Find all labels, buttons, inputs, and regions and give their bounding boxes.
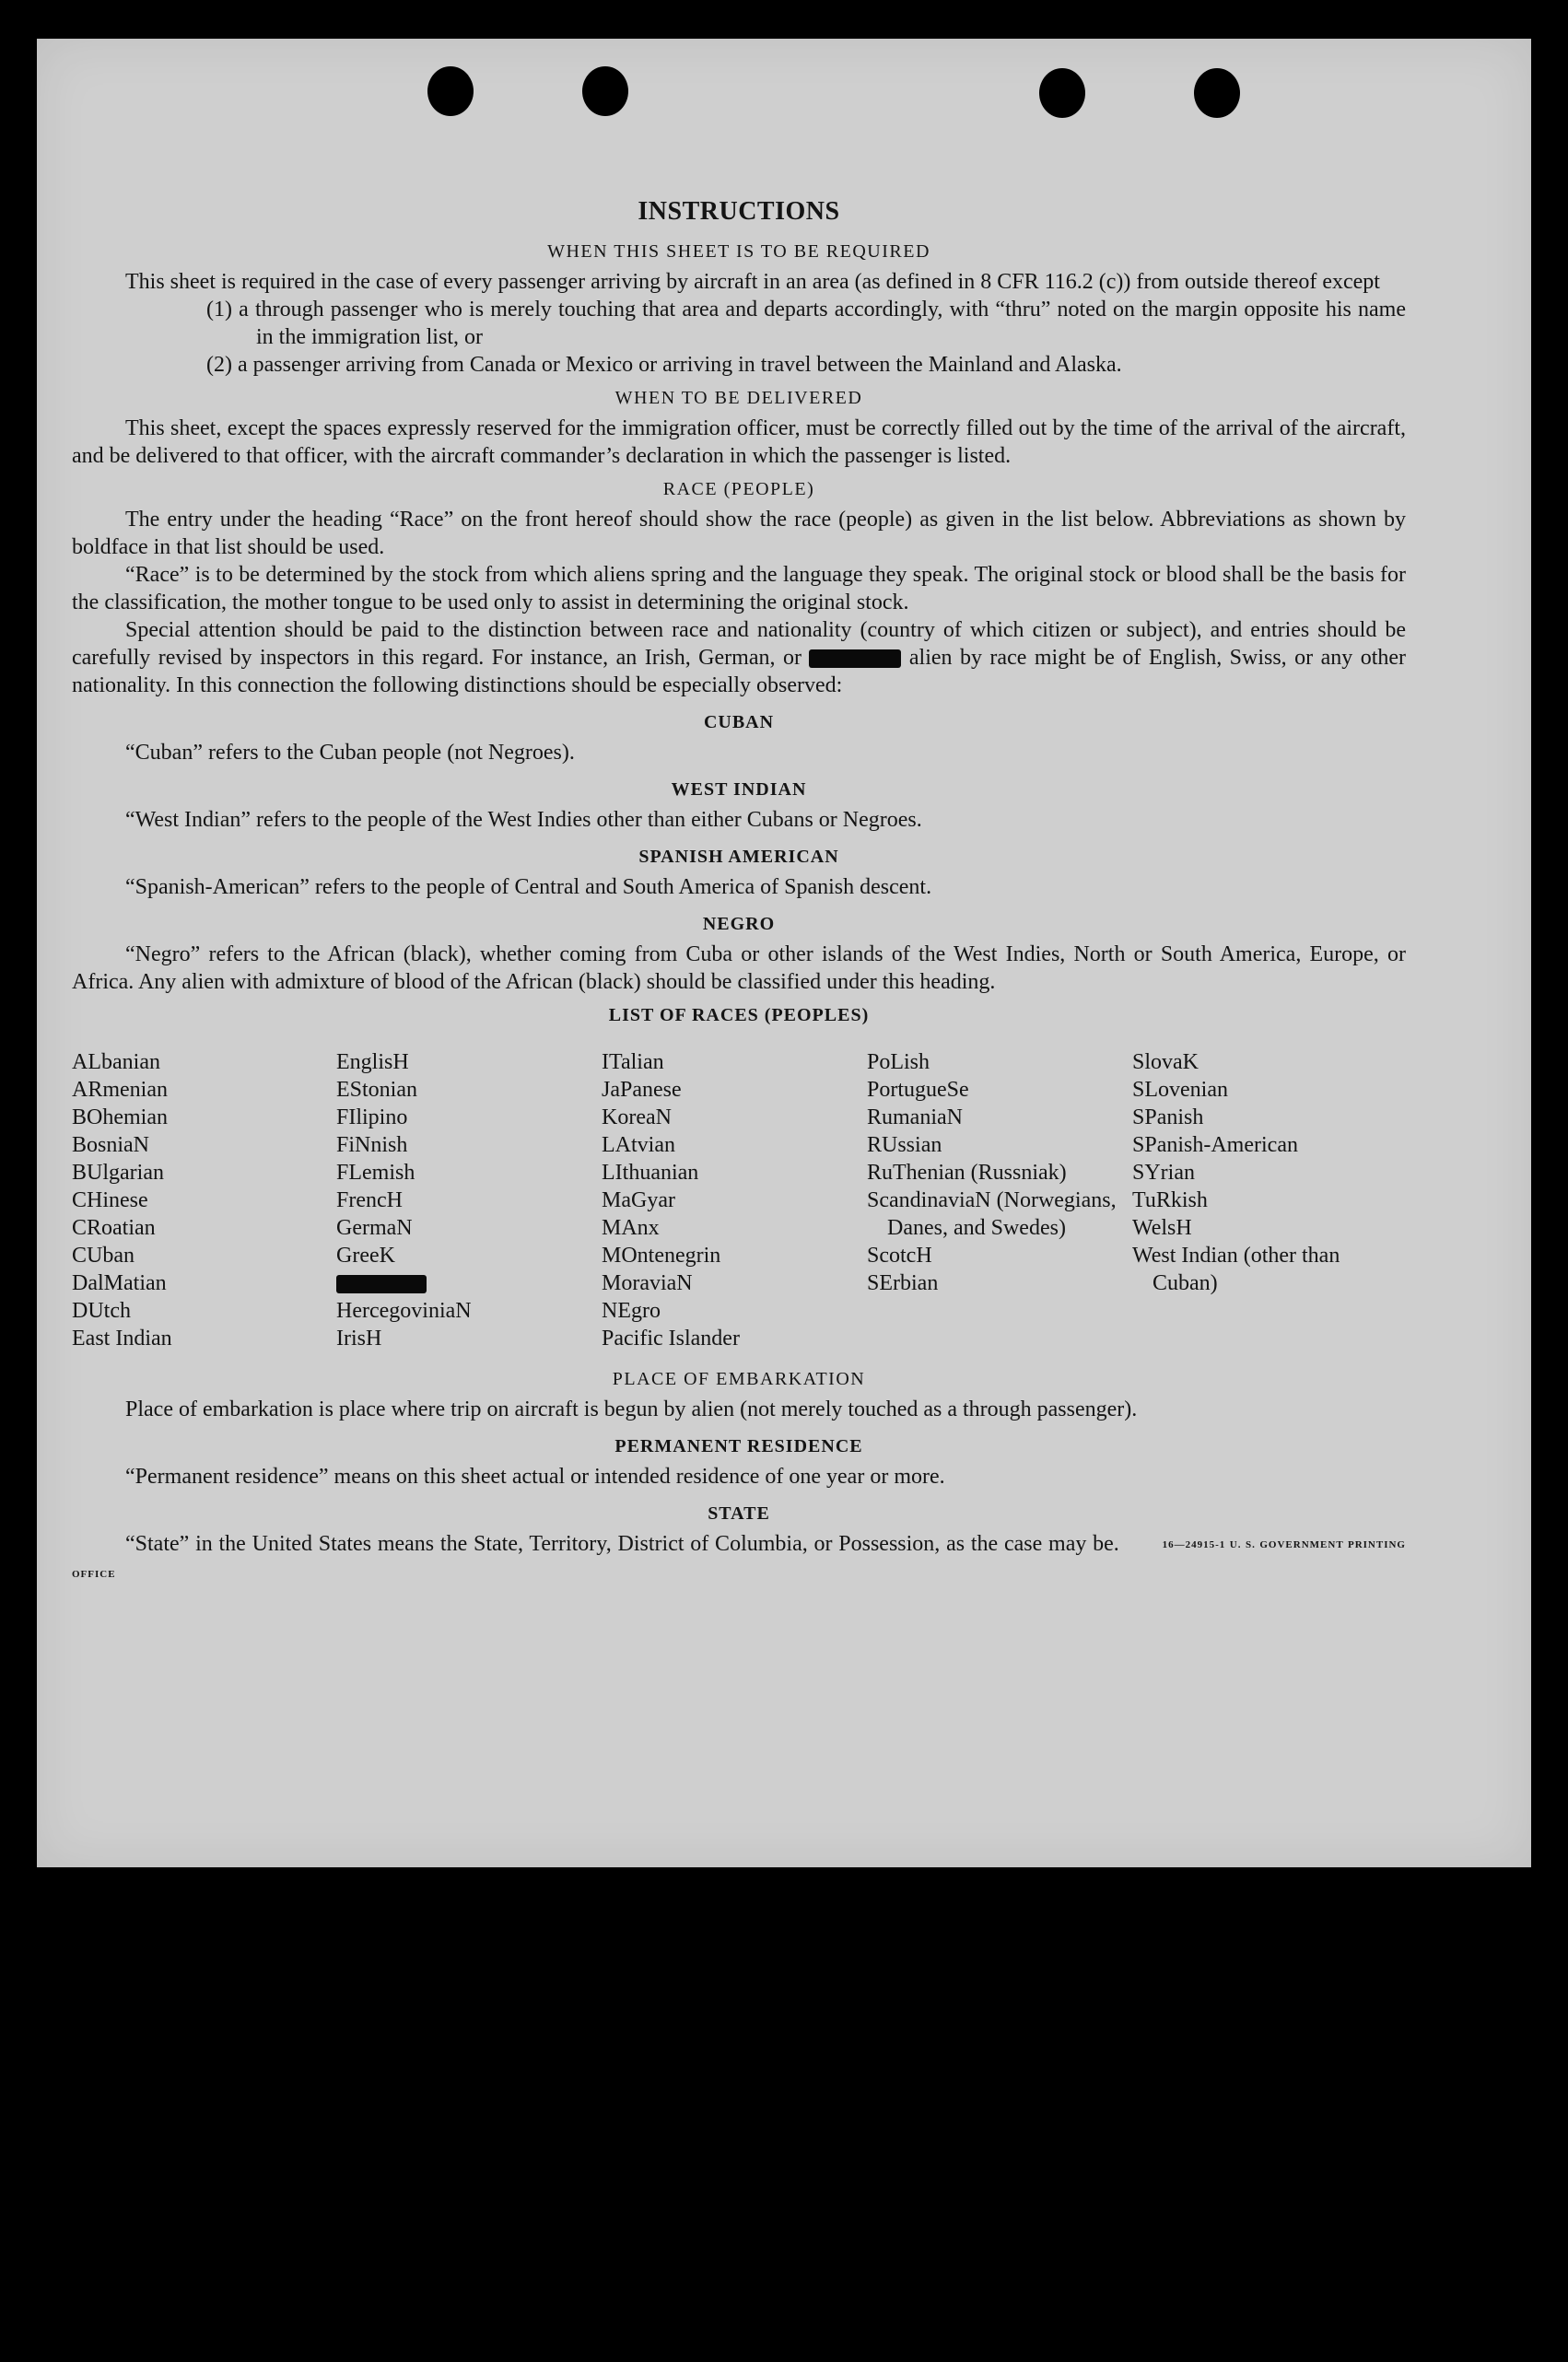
list-item: (2) a passenger arriving from Canada or Mexico or arriving in travel between the Mainland and Alaska. bbox=[206, 353, 1122, 377]
list-item: MaGyar bbox=[602, 1188, 675, 1212]
redaction-mark bbox=[336, 1275, 427, 1293]
list-item: WelsH bbox=[1132, 1216, 1192, 1240]
list-item: KoreaN bbox=[602, 1105, 672, 1129]
list-item: TuRkish bbox=[1132, 1188, 1208, 1212]
paragraph: “Spanish-American” refers to the people of Central and South America of Spanish descent. bbox=[125, 875, 932, 899]
paragraph-text: alien by race might be of English, Swiss, or any other nationality. In this connection the following distinctions should be especially observed: bbox=[72, 646, 1407, 697]
list-item: IrisH bbox=[336, 1327, 382, 1351]
paragraph: The entry under the heading “Race” on the front hereof should show the race (people) as given in the list below. Abbreviations as shown by boldface in that list should be used. bbox=[72, 508, 1406, 559]
list-item: HercegoviniaN bbox=[336, 1299, 472, 1323]
list-item: CRoatian bbox=[72, 1216, 156, 1240]
list-item: MoraviaN bbox=[602, 1271, 693, 1295]
document-sheet bbox=[37, 39, 1531, 1867]
list-item: East Indian bbox=[72, 1327, 172, 1351]
list-item: BUlgarian bbox=[72, 1161, 164, 1185]
list-item: West Indian (other than Cuban) bbox=[1132, 1244, 1340, 1295]
section-heading: STATE bbox=[708, 1503, 770, 1524]
list-item: CUban bbox=[72, 1244, 135, 1268]
races-list bbox=[72, 1048, 1406, 1352]
document-body bbox=[72, 162, 1406, 1588]
paragraph: “Cuban” refers to the Cuban people (not Negroes). bbox=[125, 741, 575, 765]
list-item: NEgro bbox=[602, 1299, 661, 1323]
list-item: DalMatian bbox=[72, 1271, 167, 1295]
list-item: SlovaK bbox=[1132, 1050, 1199, 1074]
page-title: INSTRUCTIONS bbox=[638, 197, 840, 226]
paragraph: Place of embarkation is place where trip on aircraft is begun by alien (not merely touched as a through passenger). bbox=[125, 1397, 1138, 1421]
list-item: ALbanian bbox=[72, 1050, 160, 1074]
punch-hole bbox=[427, 66, 474, 116]
list-item: CHinese bbox=[72, 1188, 148, 1212]
section-heading: RACE (PEOPLE) bbox=[662, 479, 815, 499]
list-item: ScotcH bbox=[867, 1244, 932, 1268]
races-column bbox=[336, 1048, 602, 1352]
list-item: SYrian bbox=[1132, 1161, 1195, 1185]
section-heading: WHEN THIS SHEET IS TO BE REQUIRED bbox=[547, 241, 930, 262]
list-item: GreeK bbox=[336, 1244, 395, 1268]
list-item: JaPanese bbox=[602, 1078, 682, 1102]
list-item: BosniaN bbox=[72, 1133, 149, 1157]
list-item: Pacific Islander bbox=[602, 1327, 740, 1351]
list-item: ARmenian bbox=[72, 1078, 168, 1102]
list-item: LAtvian bbox=[602, 1133, 675, 1157]
list-item: SPanish bbox=[1132, 1105, 1204, 1129]
races-column bbox=[72, 1048, 336, 1352]
list-item: PoLish bbox=[867, 1050, 930, 1074]
section-heading: CUBAN bbox=[703, 712, 775, 732]
races-column bbox=[602, 1048, 867, 1352]
list-item-redacted bbox=[336, 1269, 602, 1297]
list-item: DUtch bbox=[72, 1299, 131, 1323]
list-item: FrencH bbox=[336, 1188, 403, 1212]
list-item: SErbian bbox=[867, 1271, 939, 1295]
list-item: ScandinaviaN (Norwegians, Danes, and Swedes) bbox=[867, 1188, 1117, 1240]
list-item: FiNnish bbox=[336, 1133, 408, 1157]
list-item: (1) a through passenger who is merely touching that area and departs accordingly, with “thru” noted on the margin opposite his name in the immigration list, or bbox=[206, 298, 1406, 349]
punch-hole bbox=[1194, 68, 1240, 118]
list-item: MAnx bbox=[602, 1216, 660, 1240]
list-item: RumaniaN bbox=[867, 1105, 963, 1129]
section-heading: LIST OF RACES (PEOPLES) bbox=[608, 1005, 870, 1025]
paragraph: “Permanent residence” means on this sheet actual or intended residence of one year or more. bbox=[125, 1465, 945, 1489]
paragraph-text: “State” in the United States means the State, Territory, District of Columbia, or Possession, as the case may be. bbox=[125, 1532, 1119, 1556]
list-item: GermaN bbox=[336, 1216, 413, 1240]
paragraph bbox=[72, 1530, 1406, 1588]
paragraph: “West Indian” refers to the people of the West Indies other than either Cubans or Negroes. bbox=[125, 808, 922, 832]
section-heading: PERMANENT RESIDENCE bbox=[614, 1436, 863, 1456]
list-item: PortugueSe bbox=[867, 1078, 969, 1102]
section-heading: WHEN TO BE DELIVERED bbox=[614, 388, 863, 408]
list-item: FLemish bbox=[336, 1161, 415, 1185]
list-item: FIlipino bbox=[336, 1105, 408, 1129]
list-item: EnglisH bbox=[336, 1050, 409, 1074]
list-item: RUssian bbox=[867, 1133, 942, 1157]
paragraph: This sheet is required in the case of every passenger arriving by aircraft in an area (as defined in 8 CFR 116.2 (c)) from outside thereof except bbox=[125, 270, 1380, 294]
list-item: SPanish-American bbox=[1132, 1133, 1298, 1157]
list-item: SLovenian bbox=[1132, 1078, 1228, 1102]
paragraph: “Race” is to be determined by the stock from which aliens spring and the language they speak. The original stock or blood shall be the basis for the classification, the mother tongue to be used only to assist in determining the original stock. bbox=[72, 563, 1406, 614]
races-column bbox=[1132, 1048, 1398, 1352]
punch-hole bbox=[582, 66, 628, 116]
list-item: EStonian bbox=[336, 1078, 417, 1102]
paragraph: This sheet, except the spaces expressly reserved for the immigration officer, must be correctly filled out by the time of the arrival of the aircraft, and be delivered to that officer, with the aircraft commander’s declaration in which the passenger is listed. bbox=[72, 416, 1406, 468]
list-item: BOhemian bbox=[72, 1105, 168, 1129]
section-heading: PLACE OF EMBARKATION bbox=[612, 1369, 866, 1389]
section-heading: SPANISH AMERICAN bbox=[638, 847, 839, 867]
paragraph bbox=[72, 616, 1406, 699]
punch-hole bbox=[1039, 68, 1085, 118]
paragraph: “Negro” refers to the African (black), whether coming from Cuba or other islands of the West Indies, North or South America, Europe, or Africa. Any alien with admixture of blood of the African (black) should be classified under this heading. bbox=[72, 942, 1406, 994]
section-heading: WEST INDIAN bbox=[671, 779, 807, 800]
list-item: LIthuanian bbox=[602, 1161, 699, 1185]
section-heading: NEGRO bbox=[702, 914, 776, 934]
redaction-mark bbox=[809, 649, 901, 668]
races-column bbox=[867, 1048, 1132, 1352]
printer-imprint: 16—24915-1 U. S. GOVERNMENT PRINTING OFFICE bbox=[72, 1539, 1406, 1580]
paragraph-text: Special attention should be paid to the distinction between race and nationality (country of which citizen or subject), and entries should be carefully revised by inspectors in this regard. For instance, an Irish, German, or bbox=[72, 618, 1406, 670]
list-item: MOntenegrin bbox=[602, 1244, 721, 1268]
list-item: RuThenian (Russniak) bbox=[867, 1161, 1067, 1185]
list-item: ITalian bbox=[602, 1050, 664, 1074]
